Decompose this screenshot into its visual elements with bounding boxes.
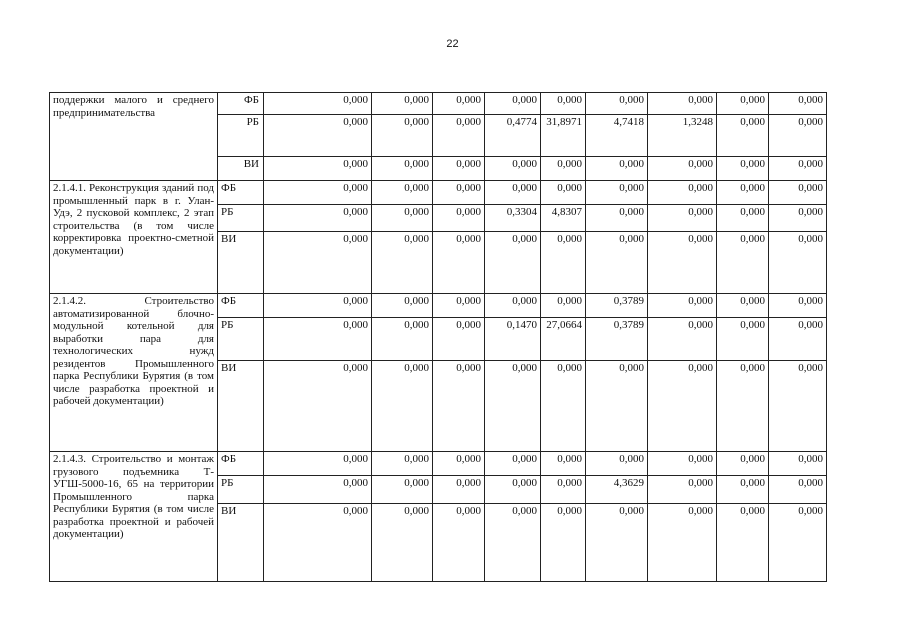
amount-cell: 0,000 (769, 504, 827, 582)
amount-cell: 0,000 (264, 93, 372, 115)
amount-cell: 0,000 (769, 115, 827, 157)
amount-cell: 0,000 (264, 205, 372, 232)
amount-cell: 0,000 (717, 232, 769, 294)
amount-cell: 0,000 (586, 452, 648, 476)
amount-cell: 0,000 (586, 181, 648, 205)
amount-cell: 0,000 (717, 157, 769, 181)
amount-cell: 0,000 (433, 181, 485, 205)
amount-cell: 0,000 (264, 115, 372, 157)
amount-cell: 0,000 (372, 361, 433, 452)
amount-cell: 0,000 (648, 232, 717, 294)
amount-cell: 0,000 (485, 504, 541, 582)
amount-cell: 0,000 (717, 115, 769, 157)
amount-cell: 0,000 (648, 504, 717, 582)
table-row (50, 181, 827, 205)
amount-cell: 0,000 (372, 476, 433, 504)
funding-source: РБ (218, 115, 264, 157)
amount-cell: 0,3789 (586, 318, 648, 361)
amount-cell: 0,000 (433, 318, 485, 361)
amount-cell: 0,000 (769, 294, 827, 318)
amount-cell: 1,3248 (648, 115, 717, 157)
amount-cell: 0,1470 (485, 318, 541, 361)
amount-cell: 0,000 (485, 232, 541, 294)
amount-cell: 0,000 (769, 93, 827, 115)
amount-cell: 0,000 (264, 294, 372, 318)
amount-cell: 0,000 (717, 205, 769, 232)
funding-source: ВИ (218, 157, 264, 181)
amount-cell: 4,3629 (586, 476, 648, 504)
amount-cell: 0,000 (717, 361, 769, 452)
amount-cell: 0,000 (769, 232, 827, 294)
amount-cell: 0,000 (717, 318, 769, 361)
amount-cell: 0,000 (541, 294, 586, 318)
amount-cell: 0,000 (541, 452, 586, 476)
amount-cell: 0,000 (648, 93, 717, 115)
amount-cell: 0,000 (769, 205, 827, 232)
amount-cell: 0,000 (372, 294, 433, 318)
amount-cell: 0,000 (372, 452, 433, 476)
amount-cell: 0,000 (769, 361, 827, 452)
amount-cell: 0,000 (769, 452, 827, 476)
amount-cell: 0,000 (541, 157, 586, 181)
amount-cell: 0,000 (648, 181, 717, 205)
section-label: поддержки малого и среднего предпринимательства (50, 93, 218, 181)
amount-cell: 0,3304 (485, 205, 541, 232)
amount-cell: 0,000 (769, 181, 827, 205)
amount-cell: 0,000 (769, 476, 827, 504)
section-label: 2.1.4.2. Строительство автоматизированной блочно-модульной котельной для выработки пара для технологических нужд резидентов Промышленного парка Республики Бурятия (в том числе разработка проектной и рабочей документации) (50, 294, 218, 452)
amount-cell: 0,000 (648, 294, 717, 318)
amount-cell: 0,000 (264, 318, 372, 361)
amount-cell: 4,8307 (541, 205, 586, 232)
table-row (50, 452, 827, 476)
amount-cell: 0,000 (264, 452, 372, 476)
amount-cell: 0,3789 (586, 294, 648, 318)
amount-cell: 0,000 (586, 232, 648, 294)
amount-cell: 0,000 (541, 361, 586, 452)
amount-cell: 0,000 (717, 476, 769, 504)
amount-cell: 0,000 (485, 157, 541, 181)
section-label: 2.1.4.1. Реконструкция зданий под промышленный парк в г. Улан-Удэ, 2 пусковой комплекс, 2 этап строительства (в том числе корректировка проектно-сметной документации) (50, 181, 218, 294)
amount-cell: 0,000 (433, 205, 485, 232)
amount-cell: 0,000 (433, 452, 485, 476)
budget-table (49, 92, 827, 582)
table-body (50, 93, 827, 582)
amount-cell: 0,000 (541, 476, 586, 504)
amount-cell: 0,000 (586, 504, 648, 582)
amount-cell: 0,000 (264, 232, 372, 294)
amount-cell: 0,000 (769, 157, 827, 181)
amount-cell: 0,000 (433, 504, 485, 582)
amount-cell: 0,000 (372, 232, 433, 294)
funding-source: ВИ (218, 504, 264, 582)
amount-cell: 0,000 (586, 205, 648, 232)
amount-cell: 0,000 (717, 452, 769, 476)
amount-cell: 0,000 (264, 361, 372, 452)
amount-cell: 0,000 (541, 504, 586, 582)
section-label: 2.1.4.3. Строительство и монтаж грузового подъемника Т-УГШ-5000-16, 65 на территории Промышленного парка Республики Бурятия (в том числе разработка проектной и рабочей документации) (50, 452, 218, 582)
amount-cell: 0,000 (648, 318, 717, 361)
funding-source: ФБ (218, 93, 264, 115)
amount-cell: 0,000 (372, 157, 433, 181)
amount-cell: 0,000 (541, 232, 586, 294)
amount-cell: 0,000 (433, 361, 485, 452)
amount-cell: 0,000 (372, 318, 433, 361)
amount-cell: 0,000 (264, 504, 372, 582)
amount-cell: 0,000 (541, 181, 586, 205)
amount-cell: 0,4774 (485, 115, 541, 157)
amount-cell: 0,000 (485, 294, 541, 318)
amount-cell: 0,000 (372, 205, 433, 232)
amount-cell: 0,000 (586, 157, 648, 181)
amount-cell: 0,000 (717, 294, 769, 318)
amount-cell: 0,000 (372, 93, 433, 115)
amount-cell: 0,000 (648, 452, 717, 476)
amount-cell: 0,000 (433, 115, 485, 157)
amount-cell: 0,000 (264, 181, 372, 205)
funding-source: ФБ (218, 452, 264, 476)
funding-source: ФБ (218, 181, 264, 205)
amount-cell: 0,000 (717, 504, 769, 582)
funding-source: РБ (218, 476, 264, 504)
amount-cell: 0,000 (264, 157, 372, 181)
amount-cell: 0,000 (648, 361, 717, 452)
amount-cell: 0,000 (485, 452, 541, 476)
amount-cell: 0,000 (372, 504, 433, 582)
funding-source: ВИ (218, 232, 264, 294)
amount-cell: 0,000 (485, 181, 541, 205)
amount-cell: 0,000 (648, 205, 717, 232)
funding-source: РБ (218, 318, 264, 361)
amount-cell: 0,000 (264, 476, 372, 504)
amount-cell: 0,000 (433, 157, 485, 181)
amount-cell: 0,000 (372, 181, 433, 205)
amount-cell: 0,000 (433, 476, 485, 504)
funding-source: ВИ (218, 361, 264, 452)
table-row (50, 93, 827, 115)
amount-cell: 0,000 (433, 294, 485, 318)
amount-cell: 0,000 (433, 232, 485, 294)
amount-cell: 0,000 (648, 476, 717, 504)
amount-cell: 0,000 (586, 93, 648, 115)
amount-cell: 0,000 (717, 181, 769, 205)
amount-cell: 0,000 (648, 157, 717, 181)
table-row (50, 294, 827, 318)
amount-cell: 0,000 (717, 93, 769, 115)
amount-cell: 4,7418 (586, 115, 648, 157)
amount-cell: 0,000 (485, 361, 541, 452)
amount-cell: 31,8971 (541, 115, 586, 157)
amount-cell: 0,000 (541, 93, 586, 115)
amount-cell: 0,000 (769, 318, 827, 361)
amount-cell: 27,0664 (541, 318, 586, 361)
funding-source: РБ (218, 205, 264, 232)
amount-cell: 0,000 (485, 93, 541, 115)
page-number: 22 (446, 38, 459, 50)
amount-cell: 0,000 (586, 361, 648, 452)
amount-cell: 0,000 (372, 115, 433, 157)
amount-cell: 0,000 (485, 476, 541, 504)
amount-cell: 0,000 (433, 93, 485, 115)
funding-source: ФБ (218, 294, 264, 318)
